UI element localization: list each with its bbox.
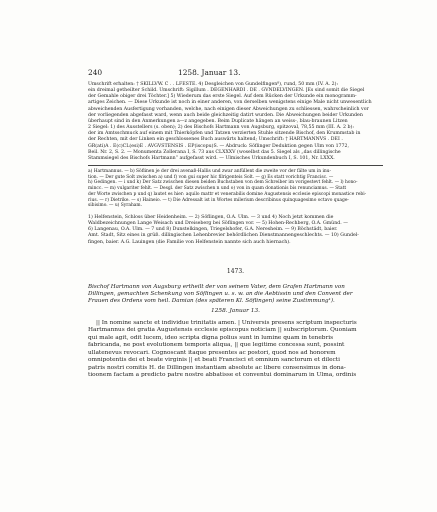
page-content — [88, 68, 383, 380]
regest-line: Frauen des Ordens vom heil. Damian (des späteren Kl. Söflingen) seine Zustimmung¹). — [88, 297, 335, 304]
footnote-line: Waldbezeichnungen Lange Weisach und Dreiseberg bei Söflingen vor. — 5) Hohen-Rechberg, O.A. Gmünd. — — [88, 221, 348, 227]
text-line: Beil. Nr. 2, S. 2. — Monumenta Zollerana I, S. 73 aus CLXXXV (woselbst das 5. Siegel als „das dillingische — [88, 149, 341, 155]
footnote-line: h) Gedingen. — i und k) Der Satz zwischen diesen beiden Buchstaben von dem Schreiber im vorigestevt fehlt. — l) hono- — [88, 180, 358, 186]
divider — [88, 165, 383, 166]
footnote-line: sibisimo. — u) Syraham. — [88, 203, 142, 209]
footnote-line: 1) Helfenstein, Schloss über Heidenheim. — 2) Söflingen, O.A. Ulm. — 3 und 4) Noch jetzt kommen die — [88, 214, 334, 220]
document-body — [88, 320, 383, 380]
body-line: || In nomine sancte et individue trinitatis amen. | Universis presens scriptum inspecturis — [96, 320, 357, 327]
body-line: ullatenevus revocari. Cognoscant itaque presentes ac postori, quod nos ad honorem — [88, 349, 336, 356]
footnote-line: Amt. Stadt, Sitz eines in grüß. dillingischen Lehenbrevier behördlichen Dienstmannengeschlechts. — 10) Gundel- — [88, 233, 359, 239]
body-line: Hartmannus dei gratia Augustensis ecclesie episcopus noticiam || subscriptorum. Quoniam — [88, 327, 357, 334]
text-line: 2 Siegel: 1) des Ausstellers (s. oben); 2) des Bischofs Hartmann von Augsburg, spitzoval, 78,55 mm (III. A. 2 b): — [88, 125, 354, 131]
page-number: 240 — [88, 68, 103, 77]
footnote-line: a) Hartmannus. — b) Söflinen je der drei avenaß-Hallis und zwar anfüllent die zweite vor der fälte um in inu- — [88, 169, 331, 175]
text-line: der Gemahle obiger drei Töchter.] 5) Wiederum das erste Siegel. Auf dem Rücken der Urkunde ein monogramm- — [88, 94, 357, 100]
footnotes-variants — [88, 169, 383, 209]
body-line: tioonem factam a predicto patre nostre abbatisse et conventui dominarum in Ulma, ordinis — [88, 372, 357, 379]
text-line: überhaupt sind in den Anmerkungen a—z angegeben. Beim Duplicate hängen an weiss-, blau-braunen Litzen — [88, 118, 348, 124]
footnote-line: fingen, baier. A.G. Lauingen (die Familie von Helfenstein nannte sich auch hiernach). — [88, 239, 291, 245]
header-title: 1258. Januar 13. — [178, 68, 241, 77]
text-line: ein dreimal getheilter Schild. Umschrift: Sigillum . DEGENHARDI . DE . GVNDELVINGEN. [Es sind somit die Siegel — [88, 88, 365, 94]
top-paragraph — [88, 82, 383, 162]
body-line: qui male agit, odit lucem, ideo scripta digna polius sunt in lumine quam in tenebris — [88, 334, 334, 341]
regest — [88, 284, 383, 305]
footnote-line: tion. — Der gute Solt zwischen a) und f) von gui super hic filrigenteis Solt. — g) Es statt vorichtig Francisc. — — [88, 174, 334, 180]
body-line: patris nostri comitis H. de Dillingen instantiam absolute ac libere consensimus in dona- — [88, 364, 346, 371]
body-line: omnipotentis dei et beate virginis || et beati Francisci et omnium sanctorum et dilecti — [88, 357, 340, 364]
document-number: 1473. — [226, 267, 245, 275]
text-line: der im Amtsschmuck auf einem mit Thierköpfen und Tatzen verzierten Stuhle sitzende Bischof, den Krummstab in — [88, 131, 361, 137]
text-line: artiges Zeichen. — Diese Urkunde ist noch in einer anderen, von derselben wenigstens einige Male nicht unwesentlich — [88, 100, 372, 106]
text-line: abweichenden Ausfertigung vorhanden, welche, nach einigen dieser Abweichungen zu schliessen, wahrscheinlich vor — [88, 106, 369, 112]
document-date: 1258. Januar 13. — [211, 308, 260, 315]
body-line: fabricanda, ne post evolutionem temporis aliqua, || que legitime concessa sunt, possint — [88, 342, 345, 349]
footnote-line: rius. — r) Dietrike. — s) Haineio. — t) Die Adressalt ist in Wortes milerium describinus quinquagesimo octavo quage- — [88, 197, 349, 203]
running-header — [88, 68, 383, 77]
regest-line: Dillingen, gemachten Schenkung von Söflingen u. s. w. an die Aebtissin und den Convent der — [88, 290, 353, 297]
text-line: Umschrift erhalten: † SKILLVW. C . . LFESTE. 4) Desgleichen von Gundelfingen⁸), rund, 50 mm (IV. A. 2): — [88, 82, 339, 87]
footnote-line: der Worte zwischen p und q) lautet es hier: aquilo mattr et venerabilis domine Augustensis ecclesie episcopi monastice rebi- — [88, 191, 367, 197]
footnotes-places — [88, 215, 383, 246]
text-line: Stammsiegel des Bischofs Hartmann“ aufgefasst wird. — Ulmisches Urkundenbuch I, S. 101, Nr. LXXX. — [88, 155, 335, 161]
footnote-line: mincc. — m) vulgariter fehlt. — Desgl. der Satz zwischen n und o) von in quam donationis bis renunciamus. — Statt — [88, 186, 347, 192]
text-line: der Rechten, mit der Linken ein geschlossenes Buch auswärts haltend; Umschrift: † HARTMANNVS . DEI . — [88, 137, 343, 143]
regest-line: Bischof Hartmann von Augsburg ertheilt der von seinem Vater, dem Grafen Hartmann von — [88, 283, 345, 290]
text-line: der vorliegenden abgefasst ward, wenn auch beide gleichzeitig datirt wurden. Die Abweichungen beider Urkunden — [88, 112, 363, 118]
footnote-line: 6) Langenau, O.A. Ulm. — 7 und 8) Dunstelkingen, Triegelshofer, G.A. Neresheim. — 9) Böchstädt, baier. — [88, 227, 338, 233]
text-line: GR(ati)A . E(c)CL(esi)E . AVGVSTENSIS . EP(iscopu)S. — Abdruck: Söflinger Deduktion gegen Ulm von 1772, — [88, 143, 349, 149]
